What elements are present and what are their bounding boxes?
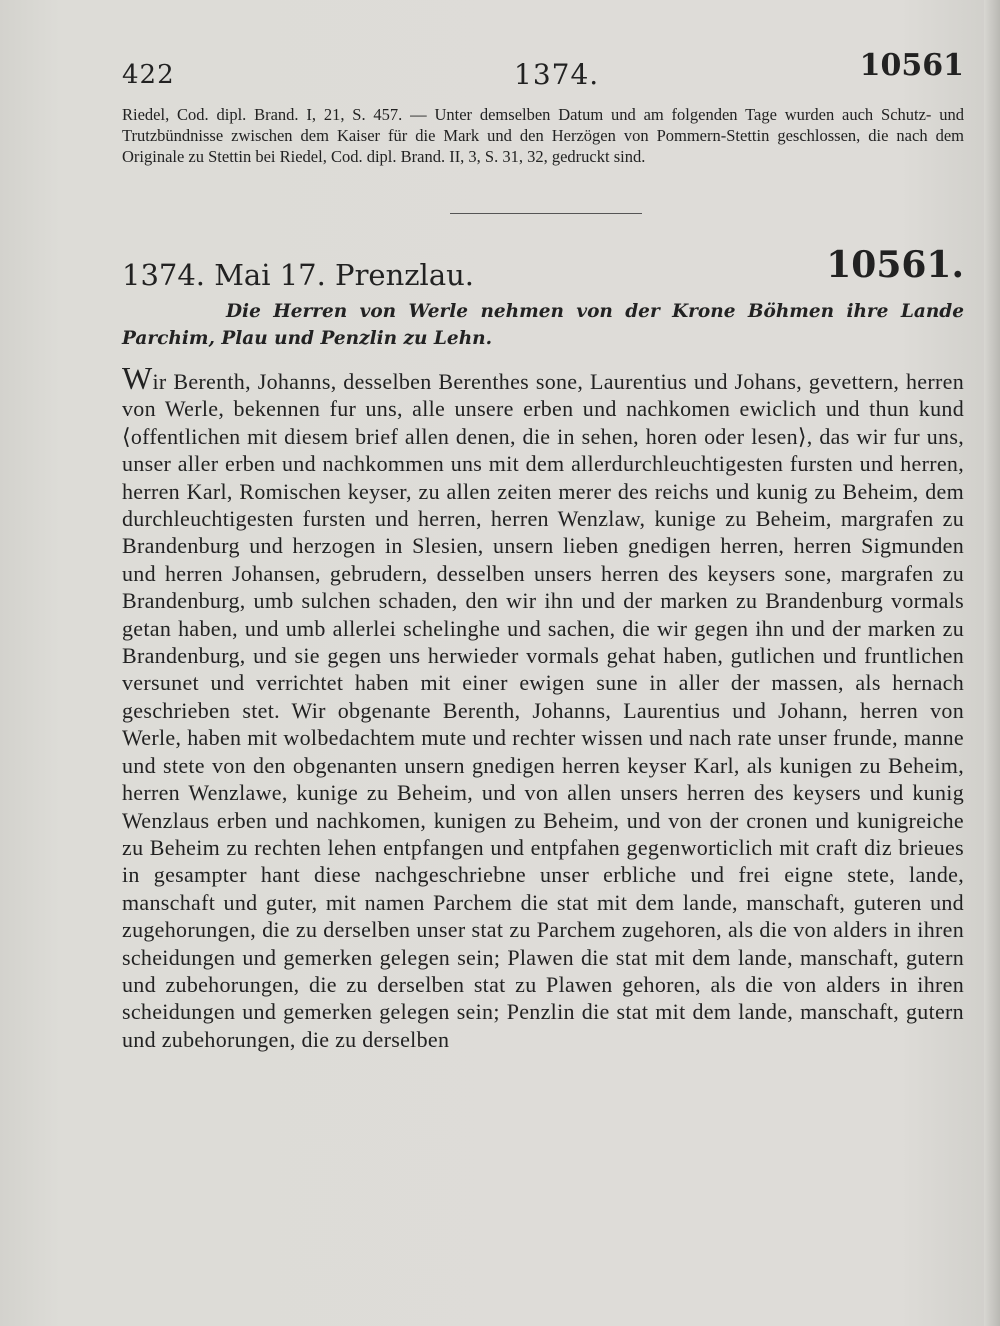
entry-number: 10561. bbox=[826, 244, 964, 286]
header-year: 1374. bbox=[514, 58, 600, 91]
header-document-number: 10561 bbox=[859, 48, 964, 83]
page-number: 422 bbox=[122, 60, 175, 90]
entry-heading bbox=[122, 244, 964, 294]
entry-body bbox=[122, 360, 964, 1053]
initial-letter: W bbox=[122, 360, 153, 396]
page-edge bbox=[984, 0, 1000, 1326]
source-note: Riedel, Cod. dipl. Brand. I, 21, S. 457. — Unter demselben Datum und am folgenden Tage wurden auch Schutz- und Trutzbündnisse zwischen dem Kaiser für die Mark und den Herzögen von Pommern-Stettin geschlossen, die nach dem Originale zu Stettin bei Riedel, Cod. dipl. Brand. II, 3, S. 31, 32, gedruckt sind. bbox=[122, 105, 964, 166]
entry-body-text: ir Berenth, Johanns, desselben Berenthes sone, Laurentius und Johans, gevettern, herren von Werle, bekennen fur uns, alle unsere erben und nachkomen ewiclich und thun kund ⟨offentlichen mit diesem brief allen denen, die in sehen, horen oder lesen⟩, das wir fur uns, unser aller erben und nachkommen uns mit dem allerdurchleuchtigesten fursten und herren, herren Karl, Romischen keyser, zu allen zeiten merer des reichs und kunig zu Beheim, dem durchleuchtigesten fursten und herren, herren Wenzlaw, kunige zu Beheim, margrafen zu Brandenburg und herzogen in Slesien, unsern lieben gnedigen herren, herren Sigmunden und herren Johansen, gebrudern, desselben unsers herren des keysers sone, margrafen zu Brandenburg, umb sulchen schaden, den wir ihn und der marken zu Brandenburg vormals getan haben, und umb allerlei schelinghe und sachen, die wir gegen ihn und der marken zu Brandenburg, und sie gegen uns herwieder vormals gehat haben, gutlichen und fruntlichen versunet und verrichtet haben mit einer ewigen sune in aller der massen, als hernach geschrieben stet. Wir obgenante Berenth, Johanns, Laurentius und Johann, herren von Werle, haben mit wolbedachtem mute und rechter wissen und nach rate unser frunde, manne und stete von den obgenanten unsern gnedigen herren keyser Karl, als kunigen zu Beheim, herren Wenzlawe, kunige zu Beheim, und von allen unsers herren des keysers und kunig Wenzlaus erben und nachkomen, kunigen zu Beheim, und von der cronen und kunigreiche zu Beheim zu rechten lehen entpfangen und entpfahen gegenworticlich mit craft diz brieues in gesampter hant diese nachgeschriebne unser erbliche und frei eigne stete, lande, manschaft und guter, mit namen Parchem die stat mit dem lande, manschaft, guteren und zugehorungen, die zu derselben unser stat zu Parchem zugehoren, als die von alders in ihren scheidungen und gemerken gelegen sein; Plawen die stat mit dem lande, manschaft, gutern und zubehorungen, die zu derselben stat zu Plawen gehoren, als die von alders in ihren scheidungen und gemerken gelegen sein; Penzlin die stat mit dem lande, manschaft, gutern und zubehorungen, die zu derselben bbox=[122, 369, 964, 1052]
entry-date-place: 1374. Mai 17. Prenzlau. bbox=[122, 258, 475, 292]
entry-title: Die Herren von Werle nehmen von der Krone Böhmen ihre Lande Parchim, Plau und Penzlin zu Lehn. bbox=[122, 301, 964, 349]
running-header bbox=[122, 42, 964, 92]
section-divider bbox=[450, 213, 642, 214]
